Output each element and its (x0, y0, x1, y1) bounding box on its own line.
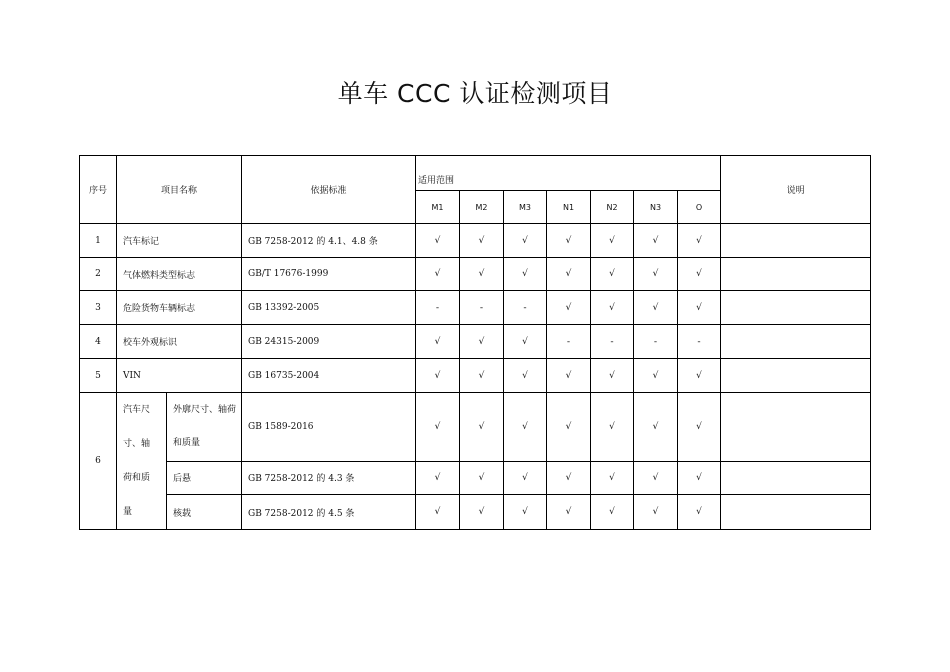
mark-n1: √ (547, 393, 591, 462)
row-note (721, 325, 871, 359)
mark-n2: √ (591, 224, 634, 258)
mark-o: √ (678, 224, 721, 258)
row-item: 汽车标记 (117, 224, 242, 258)
row-standard: GB 7258-2012 的 4.1、4.8 条 (242, 224, 416, 258)
mark-m2: - (460, 291, 504, 325)
table-row (80, 359, 871, 393)
mark-m3: √ (504, 359, 547, 393)
row-standard: GB 13392-2005 (242, 291, 416, 325)
row-item: 气体燃料类型标志 (117, 258, 242, 291)
row-item (167, 393, 242, 462)
row-note (721, 495, 871, 530)
row-item: VIN (117, 359, 242, 393)
mark-n2: √ (591, 359, 634, 393)
mark-o: √ (678, 461, 721, 495)
mark-n3: √ (634, 224, 678, 258)
row-category (117, 393, 167, 530)
note-header: 说明 (721, 156, 871, 224)
row-note (721, 393, 871, 462)
mark-n3: √ (634, 393, 678, 462)
row-standard: GB 7258-2012 的 4.3 条 (242, 461, 416, 495)
mark-o: - (678, 325, 721, 359)
row-seq: 6 (80, 393, 117, 530)
mark-m2: √ (460, 325, 504, 359)
table-row (80, 325, 871, 359)
table-row (80, 393, 871, 462)
category-line: 寸、轴 (123, 439, 151, 449)
row-item: 核载 (167, 495, 242, 530)
mark-o: √ (678, 291, 721, 325)
mark-n2: √ (591, 291, 634, 325)
mark-n1: √ (547, 258, 591, 291)
row-note (721, 461, 871, 495)
mark-n2: √ (591, 495, 634, 530)
mark-m3: √ (504, 224, 547, 258)
row-standard: GB 24315-2009 (242, 325, 416, 359)
item-line: 外廓尺寸、轴荷 (173, 404, 237, 415)
table-row (80, 258, 871, 291)
seq-header: 序号 (80, 156, 117, 224)
category-header-m3: M3 (504, 191, 547, 224)
mark-o: √ (678, 258, 721, 291)
mark-o: √ (678, 359, 721, 393)
mark-n3: √ (634, 291, 678, 325)
mark-m3: - (504, 291, 547, 325)
category-header-n1: N1 (547, 191, 591, 224)
mark-m1: √ (416, 258, 460, 291)
item-header: 项目名称 (117, 156, 242, 224)
category-line: 荷和质 (123, 473, 151, 483)
row-seq: 3 (80, 291, 117, 325)
row-standard: GB 16735-2004 (242, 359, 416, 393)
mark-n2: - (591, 325, 634, 359)
mark-m1: √ (416, 359, 460, 393)
table-row (80, 461, 871, 495)
mark-m1: √ (416, 325, 460, 359)
row-seq: 1 (80, 224, 117, 258)
standard-header: 依据标准 (242, 156, 416, 224)
mark-o: √ (678, 495, 721, 530)
table-row (80, 224, 871, 258)
mark-n1: √ (547, 359, 591, 393)
row-item: 后悬 (167, 461, 242, 495)
mark-n1: √ (547, 291, 591, 325)
mark-n1: √ (547, 495, 591, 530)
mark-m2: √ (460, 495, 504, 530)
inspection-table (79, 155, 871, 530)
row-item: 危险货物车辆标志 (117, 291, 242, 325)
table-row (80, 291, 871, 325)
row-item: 校车外观标识 (117, 325, 242, 359)
mark-m2: √ (460, 359, 504, 393)
mark-n3: √ (634, 258, 678, 291)
mark-n1: √ (547, 461, 591, 495)
header-row-top (80, 156, 871, 191)
mark-n2: √ (591, 258, 634, 291)
row-seq: 5 (80, 359, 117, 393)
category-header-n2: N2 (591, 191, 634, 224)
mark-m1: √ (416, 224, 460, 258)
mark-m2: √ (460, 258, 504, 291)
mark-n2: √ (591, 393, 634, 462)
row-standard: GB 1589-2016 (242, 393, 416, 462)
mark-m2: √ (460, 461, 504, 495)
mark-m3: √ (504, 461, 547, 495)
mark-n3: √ (634, 461, 678, 495)
row-note (721, 258, 871, 291)
mark-n3: √ (634, 495, 678, 530)
category-header-o: O (678, 191, 721, 224)
row-standard: GB 7258-2012 的 4.5 条 (242, 495, 416, 530)
mark-n1: √ (547, 224, 591, 258)
category-header-m2: M2 (460, 191, 504, 224)
row-note (721, 359, 871, 393)
scope-header: 适用范围 (416, 156, 721, 191)
mark-m3: √ (504, 495, 547, 530)
row-seq: 2 (80, 258, 117, 291)
row-seq: 4 (80, 325, 117, 359)
mark-m3: √ (504, 258, 547, 291)
mark-m2: √ (460, 224, 504, 258)
category-line: 汽车尺 (123, 405, 151, 415)
mark-m1: - (416, 291, 460, 325)
mark-m2: √ (460, 393, 504, 462)
page-title: 单车 CCC 认证检测项目 (337, 79, 613, 108)
mark-n1: - (547, 325, 591, 359)
item-line: 和质量 (173, 437, 201, 448)
row-standard: GB/T 17676-1999 (242, 258, 416, 291)
category-line: 量 (123, 507, 133, 517)
mark-m3: √ (504, 393, 547, 462)
mark-m1: √ (416, 461, 460, 495)
mark-m1: √ (416, 393, 460, 462)
mark-n3: - (634, 325, 678, 359)
mark-n3: √ (634, 359, 678, 393)
row-note (721, 291, 871, 325)
mark-n2: √ (591, 461, 634, 495)
mark-o: √ (678, 393, 721, 462)
category-header-n3: N3 (634, 191, 678, 224)
mark-m1: √ (416, 495, 460, 530)
mark-m3: √ (504, 325, 547, 359)
row-note (721, 224, 871, 258)
table-row (80, 495, 871, 530)
category-header-m1: M1 (416, 191, 460, 224)
